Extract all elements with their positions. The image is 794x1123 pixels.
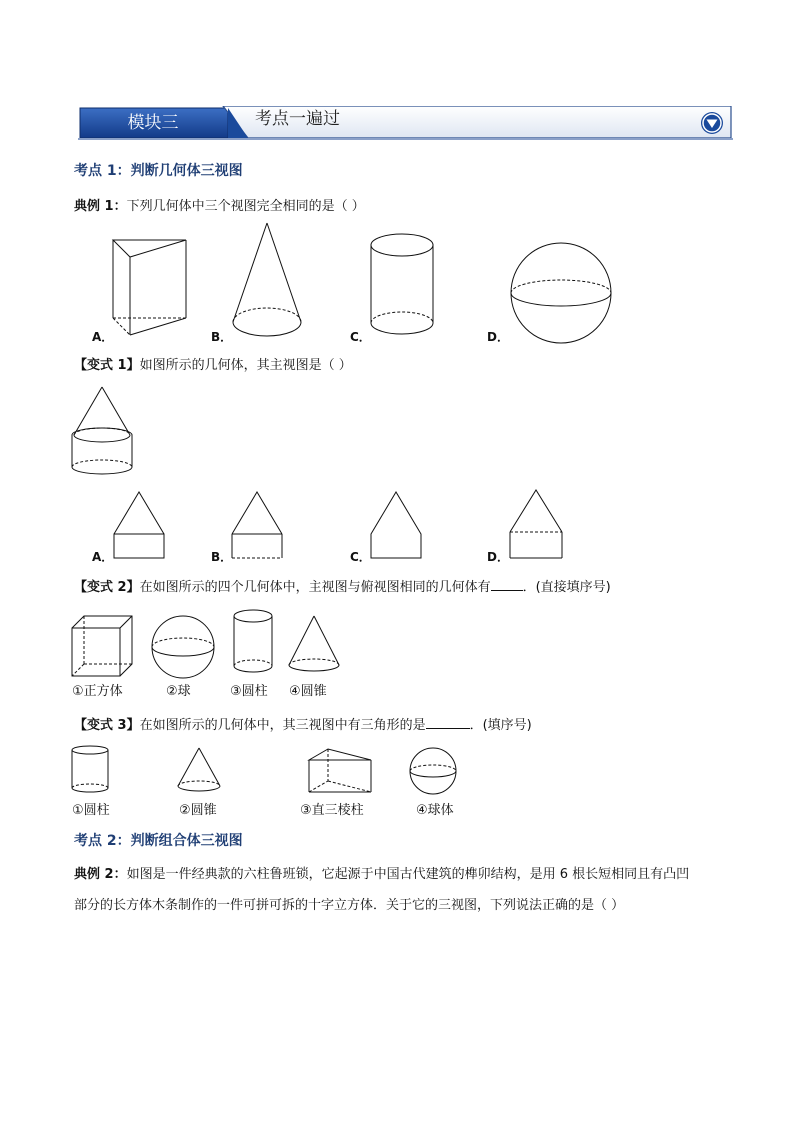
variant1-option-c[interactable]: C． bbox=[350, 550, 371, 564]
front-view-option-a bbox=[112, 490, 166, 560]
variant1-option-a[interactable]: A． bbox=[92, 550, 114, 564]
variant2-label: 【变式 2】 bbox=[74, 580, 140, 595]
example1-option-b[interactable]: B． bbox=[211, 330, 233, 344]
topic-label: 考点一遍过 bbox=[255, 109, 340, 129]
cylinder-figure bbox=[368, 232, 436, 340]
cube-figure bbox=[70, 614, 134, 678]
example2-label: 典例 2： bbox=[74, 867, 127, 882]
front-view-option-c bbox=[369, 490, 423, 560]
kp1-title: 考点 1：判断几何体三视图 bbox=[74, 163, 243, 179]
example1-option-c[interactable]: C． bbox=[350, 330, 371, 344]
variant1-label: 【变式 1】 bbox=[74, 358, 140, 373]
variant1-text: 如图所示的几何体，其主视图是（ ） bbox=[139, 358, 352, 373]
cone-figure bbox=[230, 220, 304, 340]
variant2-caption-3: ③圆柱 bbox=[230, 684, 268, 699]
variant2-caption-2: ②球 bbox=[166, 684, 191, 699]
cylinder-tiny-figure bbox=[70, 744, 110, 794]
variant3-caption-4: ④球体 bbox=[416, 803, 454, 818]
variant3-caption-2: ②圆锥 bbox=[179, 803, 217, 818]
variant3-label: 【变式 3】 bbox=[74, 718, 140, 733]
variant1-question bbox=[74, 354, 352, 373]
example2-line-1 bbox=[74, 863, 689, 882]
example1-option-d[interactable]: D． bbox=[487, 330, 509, 344]
example2-line-2: 部分的长方体木条制作的一件可拼可拆的十字立方体．关于它的三视图，下列说法正确的是（ ） bbox=[74, 898, 625, 913]
variant3-caption-3: ③直三棱柱 bbox=[300, 803, 364, 818]
variant2-question bbox=[74, 576, 611, 595]
variant1-option-d[interactable]: D． bbox=[487, 550, 509, 564]
example2-text-1: 如图是一件经典款的六柱鲁班锁，它起源于中国古代建筑的榫卯结构，是用 6 根长短相同且有凸凹 bbox=[126, 867, 690, 882]
right-triangular-prism-figure bbox=[306, 746, 374, 794]
variant3-text-before: 在如图所示的几何体中，其三视图中有三角形的是 bbox=[139, 718, 426, 733]
variant3-question bbox=[74, 714, 532, 733]
variant2-text-after: ．(直接填序号) bbox=[522, 580, 611, 595]
sphere-tiny-figure bbox=[408, 746, 458, 796]
kp2-title: 考点 2：判断组合体三视图 bbox=[74, 833, 243, 849]
variant2-caption-4: ④圆锥 bbox=[289, 684, 327, 699]
cone-tiny-figure bbox=[176, 746, 222, 794]
chevron-down-circle-icon[interactable] bbox=[700, 111, 724, 135]
cylinder-small-figure bbox=[232, 608, 274, 674]
sphere-small-figure bbox=[150, 614, 216, 680]
variant1-option-b[interactable]: B． bbox=[211, 550, 233, 564]
variant3-caption-1: ①圆柱 bbox=[72, 803, 110, 818]
cone-on-cylinder-figure bbox=[70, 385, 134, 477]
variant2-text-before: 在如图所示的四个几何体中，主视图与俯视图相同的几何体有 bbox=[139, 580, 491, 595]
front-view-option-d bbox=[508, 488, 564, 560]
cone-small-figure bbox=[287, 614, 341, 674]
front-view-option-b bbox=[230, 490, 284, 560]
example1-option-a[interactable]: A． bbox=[92, 330, 114, 344]
triangular-prism-figure bbox=[108, 235, 188, 340]
example1-text: 下列几何体中三个视图完全相同的是（ ） bbox=[126, 199, 365, 214]
variant2-answer-blank[interactable] bbox=[491, 577, 523, 591]
variant2-caption-1: ①正方体 bbox=[72, 684, 123, 699]
example1-question bbox=[74, 195, 365, 214]
sphere-figure bbox=[508, 240, 614, 346]
module-label: 模块三 bbox=[127, 113, 179, 133]
example1-label: 典例 1： bbox=[74, 199, 127, 214]
variant3-answer-blank[interactable] bbox=[426, 715, 470, 729]
variant3-text-after: ．(填序号) bbox=[469, 718, 532, 733]
